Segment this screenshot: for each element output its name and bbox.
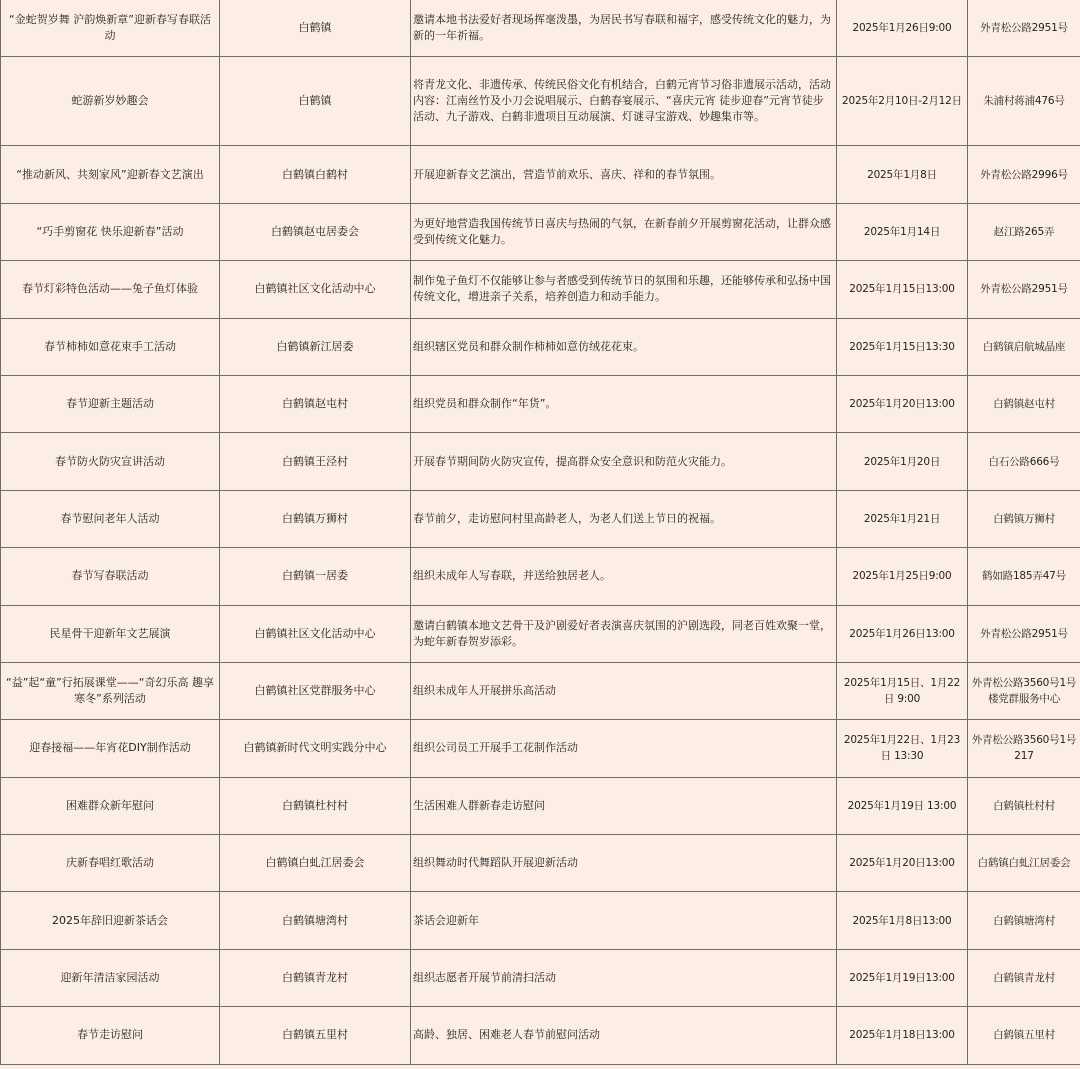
cell-activity-name: 困难群众新年慰问 (1, 777, 220, 834)
table-row (1, 662, 1080, 719)
cell-time: 2025年1月19日 13:00 (837, 777, 968, 834)
cell-description: 制作兔子鱼灯不仅能够让参与者感受到传统节日的氛围和乐趣，还能够传承和弘扬中国传统文化，增进亲子关系，培养创造力和动手能力。 (411, 261, 837, 318)
activity-table-body (1, 0, 1080, 1064)
cell-location: 外青松公路3560号1号楼党群服务中心 (968, 662, 1080, 719)
cell-organizer: 白鹤镇青龙村 (220, 949, 411, 1006)
table-row (1, 375, 1080, 432)
cell-time: 2025年1月21日 (837, 490, 968, 547)
cell-activity-name: 2025年辞旧迎新茶话会 (1, 892, 220, 949)
cell-organizer: 白鹤镇王泾村 (220, 433, 411, 490)
cell-activity-name: 春节灯彩特色活动——兔子鱼灯体验 (1, 261, 220, 318)
cell-activity-name: 庆新春唱红歌活动 (1, 835, 220, 892)
cell-organizer: 白鹤镇社区文化活动中心 (220, 605, 411, 662)
cell-description: 组织公司员工开展手工花制作活动 (411, 720, 837, 777)
cell-time: 2025年2月10日-2月12日 (837, 57, 968, 146)
cell-organizer: 白鹤镇新时代文明实践分中心 (220, 720, 411, 777)
cell-activity-name: “益”起“童”行拓展课堂——“奇幻乐高 趣享寒冬”系列活动 (1, 662, 220, 719)
cell-organizer: 白鹤镇 (220, 57, 411, 146)
cell-description: 组织未成年人写春联，并送给独居老人。 (411, 548, 837, 605)
cell-description: 开展迎新春文艺演出，营造节前欢乐、喜庆、祥和的春节氛围。 (411, 146, 837, 203)
cell-location: 外青松公路2996号 (968, 146, 1080, 203)
cell-location: 白鹤镇赵屯村 (968, 375, 1080, 432)
cell-activity-name: 春节柿柿如意花束手工活动 (1, 318, 220, 375)
cell-activity-name: “金蛇贺岁舞 沪韵焕新章”迎新春写春联活动 (1, 0, 220, 57)
cell-description: 高龄、独居、困难老人春节前慰问活动 (411, 1007, 837, 1064)
cell-activity-name: 春节走访慰问 (1, 1007, 220, 1064)
cell-activity-name: 春节迎新主题活动 (1, 375, 220, 432)
cell-time: 2025年1月26日13:00 (837, 605, 968, 662)
table-row (1, 146, 1080, 203)
cell-time: 2025年1月20日 (837, 433, 968, 490)
table-row (1, 949, 1080, 1006)
cell-time: 2025年1月8日 (837, 146, 968, 203)
table-row (1, 720, 1080, 777)
cell-description: 开展春节期间防火防灾宣传，提高群众安全意识和防范火灾能力。 (411, 433, 837, 490)
cell-time: 2025年1月15日13:30 (837, 318, 968, 375)
cell-location: 外青松公路3560号1号217 (968, 720, 1080, 777)
cell-location: 外青松公路2951号 (968, 261, 1080, 318)
cell-organizer: 白鹤镇 (220, 0, 411, 57)
cell-description: 组织党员和群众制作“年货”。 (411, 375, 837, 432)
table-row (1, 1007, 1080, 1064)
cell-description: 邀请白鹤镇本地文艺骨干及沪剧爱好者表演喜庆氛围的沪剧选段，同老百姓欢聚一堂，为蛇年新春贺岁添彩。 (411, 605, 837, 662)
cell-time: 2025年1月19日13:00 (837, 949, 968, 1006)
cell-organizer: 白鹤镇社区文化活动中心 (220, 261, 411, 318)
cell-organizer: 白鹤镇社区党群服务中心 (220, 662, 411, 719)
cell-location: 鹤如路185弄47号 (968, 548, 1080, 605)
cell-location: 白鹤镇杜村村 (968, 777, 1080, 834)
cell-activity-name: 春节慰问老年人活动 (1, 490, 220, 547)
cell-location: 赵江路265弄 (968, 203, 1080, 260)
cell-organizer: 白鹤镇塘湾村 (220, 892, 411, 949)
cell-time: 2025年1月14日 (837, 203, 968, 260)
cell-time: 2025年1月25日9:00 (837, 548, 968, 605)
cell-organizer: 白鹤镇赵屯居委会 (220, 203, 411, 260)
cell-activity-name: “巧手剪窗花 快乐迎新春”活动 (1, 203, 220, 260)
table-row (1, 605, 1080, 662)
table-row (1, 490, 1080, 547)
cell-location: 外青松公路2951号 (968, 0, 1080, 57)
cell-location: 白鹤镇塘湾村 (968, 892, 1080, 949)
cell-time: 2025年1月20日13:00 (837, 835, 968, 892)
cell-organizer: 白鹤镇赵屯村 (220, 375, 411, 432)
cell-description: 组织未成年人开展拼乐高活动 (411, 662, 837, 719)
cell-activity-name: “推动新风、共刻家风”迎新春文艺演出 (1, 146, 220, 203)
table-row (1, 0, 1080, 57)
cell-description: 邀请本地书法爱好者现场挥毫泼墨，为居民书写春联和福字，感受传统文化的魅力，为新的一年祈福。 (411, 0, 837, 57)
cell-time: 2025年1月20日13:00 (837, 375, 968, 432)
cell-description: 茶话会迎新年 (411, 892, 837, 949)
cell-location: 白鹤镇五里村 (968, 1007, 1080, 1064)
cell-activity-name: 蛇游新岁妙趣会 (1, 57, 220, 146)
cell-organizer: 白鹤镇万狮村 (220, 490, 411, 547)
cell-organizer: 白鹤镇新江居委 (220, 318, 411, 375)
cell-description: 组织舞动时代舞蹈队开展迎新活动 (411, 835, 837, 892)
cell-organizer: 白鹤镇一居委 (220, 548, 411, 605)
cell-location: 白鹤镇万狮村 (968, 490, 1080, 547)
cell-location: 外青松公路2951号 (968, 605, 1080, 662)
cell-organizer: 白鹤镇五里村 (220, 1007, 411, 1064)
cell-description: 将青龙文化、非遗传承、传统民俗文化有机结合，白鹤元宵节习俗非遗展示活动，活动内容：江南丝竹及小刀会说唱展示、白鹤春宴展示、“喜庆元宵 徒步迎春”元宵节徒步活动、九子游戏、白鹤非遗项目互动展演、灯谜寻宝游戏、妙趣集市等。 (411, 57, 837, 146)
cell-location: 白石公路666号 (968, 433, 1080, 490)
cell-location: 朱浦村蒋浦476号 (968, 57, 1080, 146)
table-row (1, 433, 1080, 490)
cell-time: 2025年1月8日13:00 (837, 892, 968, 949)
table-row (1, 318, 1080, 375)
cell-time: 2025年1月18日13:00 (837, 1007, 968, 1064)
cell-description: 生活困难人群新春走访慰问 (411, 777, 837, 834)
cell-activity-name: 迎春接福——年宵花DIY制作活动 (1, 720, 220, 777)
table-row (1, 548, 1080, 605)
table-row (1, 57, 1080, 146)
cell-activity-name: 迎新年清洁家园活动 (1, 949, 220, 1006)
cell-time: 2025年1月15日13:00 (837, 261, 968, 318)
cell-description: 为更好地营造我国传统节日喜庆与热闹的气氛，在新春前夕开展剪窗花活动，让群众感受到传统文化魅力。 (411, 203, 837, 260)
cell-time: 2025年1月26日9:00 (837, 0, 968, 57)
cell-description: 组织辖区党员和群众制作柿柿如意仿绒花花束。 (411, 318, 837, 375)
cell-activity-name: 春节写春联活动 (1, 548, 220, 605)
cell-description: 组织志愿者开展节前清扫活动 (411, 949, 837, 1006)
cell-organizer: 白鹤镇杜村村 (220, 777, 411, 834)
cell-description: 春节前夕，走访慰问村里高龄老人，为老人们送上节日的祝福。 (411, 490, 837, 547)
cell-organizer: 白鹤镇白虬江居委会 (220, 835, 411, 892)
cell-time: 2025年1月22日、1月23日 13:30 (837, 720, 968, 777)
cell-organizer: 白鹤镇白鹤村 (220, 146, 411, 203)
cell-time: 2025年1月15日、1月22日 9:00 (837, 662, 968, 719)
table-row (1, 777, 1080, 834)
table-row (1, 203, 1080, 260)
cell-location: 白鹤镇启航城晶座 (968, 318, 1080, 375)
cell-activity-name: 春节防火防灾宣讲活动 (1, 433, 220, 490)
table-row (1, 835, 1080, 892)
table-row (1, 892, 1080, 949)
cell-location: 白鹤镇青龙村 (968, 949, 1080, 1006)
cell-activity-name: 民星骨干迎新年文艺展演 (1, 605, 220, 662)
cell-location: 白鹤镇白虬江居委会 (968, 835, 1080, 892)
table-row (1, 261, 1080, 318)
